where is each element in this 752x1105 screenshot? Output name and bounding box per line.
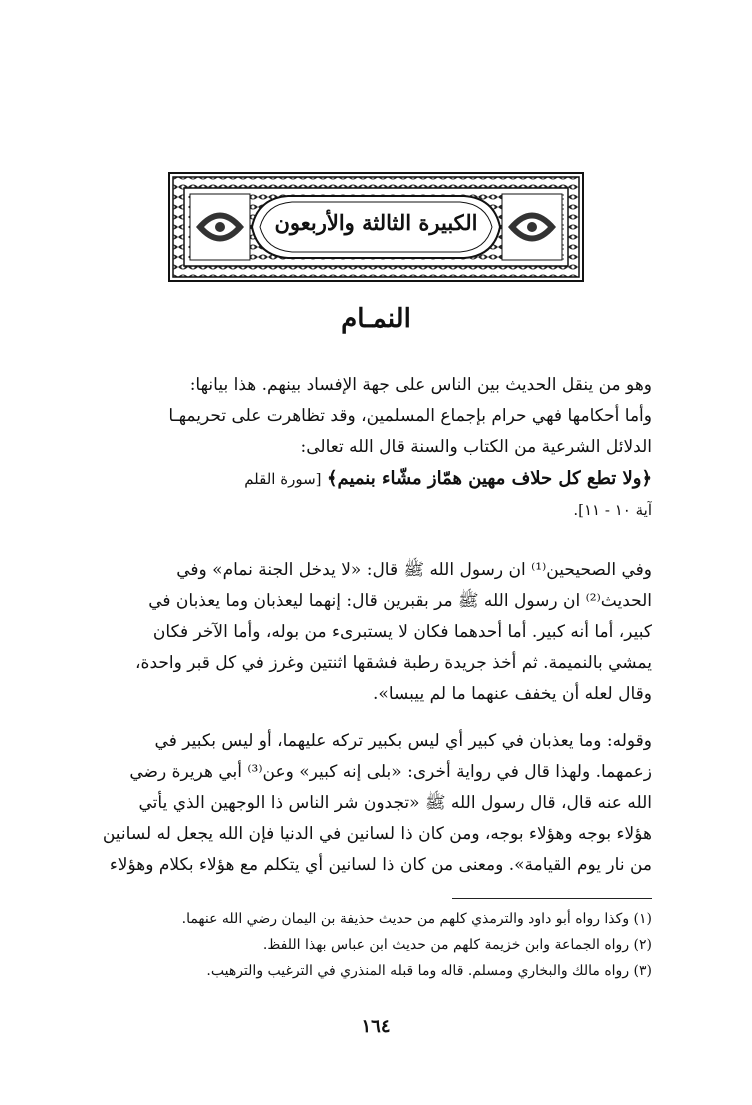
footnote: (٣) رواه مالك والبخاري ومسلم. قاله وما قبله المنذري في الترغيب والترهيب. [206, 963, 652, 979]
section-title: النمـام [341, 304, 411, 334]
text-line: وقوله: وما يعذبان في كبير أي ليس بكبير تركه عليهما، أو ليس بكبير في [154, 731, 652, 751]
footnotes [100, 906, 652, 984]
text-line: الدلائل الشرعية من الكتاب والسنة قال الله تعالى: [300, 437, 652, 457]
text-line: هؤلاء بوجه وهؤلاء بوجه، ومن كان ذا لسانين في الدنيا فإن الله يجعل له لسانين [102, 824, 652, 844]
quran-verse: ﴿ولا تطع كل حلاف مهين همّاز مشّاء بنميم﴾ [326, 468, 652, 489]
text-line: وأما أحكامها فهي حرام بإجماع المسلمين، وقد تظاهرت على تحريمهـا [168, 406, 652, 426]
text-line: الله عنه قال، قال رسول الله ﷺ «تجدون شر الناس ذا الوجهين الذي يأتي [138, 793, 652, 813]
verse-line [100, 463, 652, 495]
text-line: وهو من ينقل الحديث بين الناس على جهة الإفساد بينهم. هذا بيانها: [189, 375, 652, 395]
text-line: يمشي بالنميمة. ثم أخذ جريدة رطبة فشقها اثنتين وغرز في كل قبر واحدة، [135, 653, 652, 673]
text-line: كبير، أما أنه كبير. أما أحدهما فكان لا يستبرىء من بوله، وأما الآخر فكان [152, 622, 652, 642]
chapter-title: الكبيرة الثالثة والأربعون [274, 210, 478, 235]
paragraph-commentary [100, 726, 652, 881]
text-line: وفي الصحيحين⁽¹⁾ ان رسول الله ﷺ قال: «لا يدخل الجنة نمام» وفي [176, 560, 652, 580]
text-line: زعمهما. ولهذا قال في رواية أخرى: «بلى إنه كبير» وعن⁽³⁾ أبي هريرة رضي [129, 762, 652, 782]
chapter-header-frame [168, 172, 584, 282]
paragraph-hadith [100, 555, 652, 710]
page-number: ١٦٤ [361, 1016, 391, 1037]
paragraph-intro [100, 370, 652, 526]
text-line: وقال لعله أن يخفف عنهما ما لم ييبسا». [373, 684, 652, 704]
text-line: الحديث⁽²⁾ ان رسول الله ﷺ مر بقبرين قال: إنهما ليعذبان وما يعذبان في [148, 591, 652, 611]
verse-reference: [سورة القلم [244, 470, 322, 488]
footnote: (٢) رواه الجماعة وابن خزيمة كلهم من حديث ابن عباس بهذا اللفظ. [262, 937, 652, 953]
verse-reference-end: آية ١٠ - ١١]. [573, 501, 652, 519]
footnote-divider [452, 898, 652, 899]
text-line: من نار يوم القيامة». ومعنى من كان ذا لسانين أي يتكلم مع هؤلاء بكلام وهؤلاء [109, 855, 652, 875]
footnote: (١) وكذا رواه أبو داود والترمذي كلهم من حديث حذيفة بن اليمان رضي الله عنهما. [181, 911, 652, 927]
